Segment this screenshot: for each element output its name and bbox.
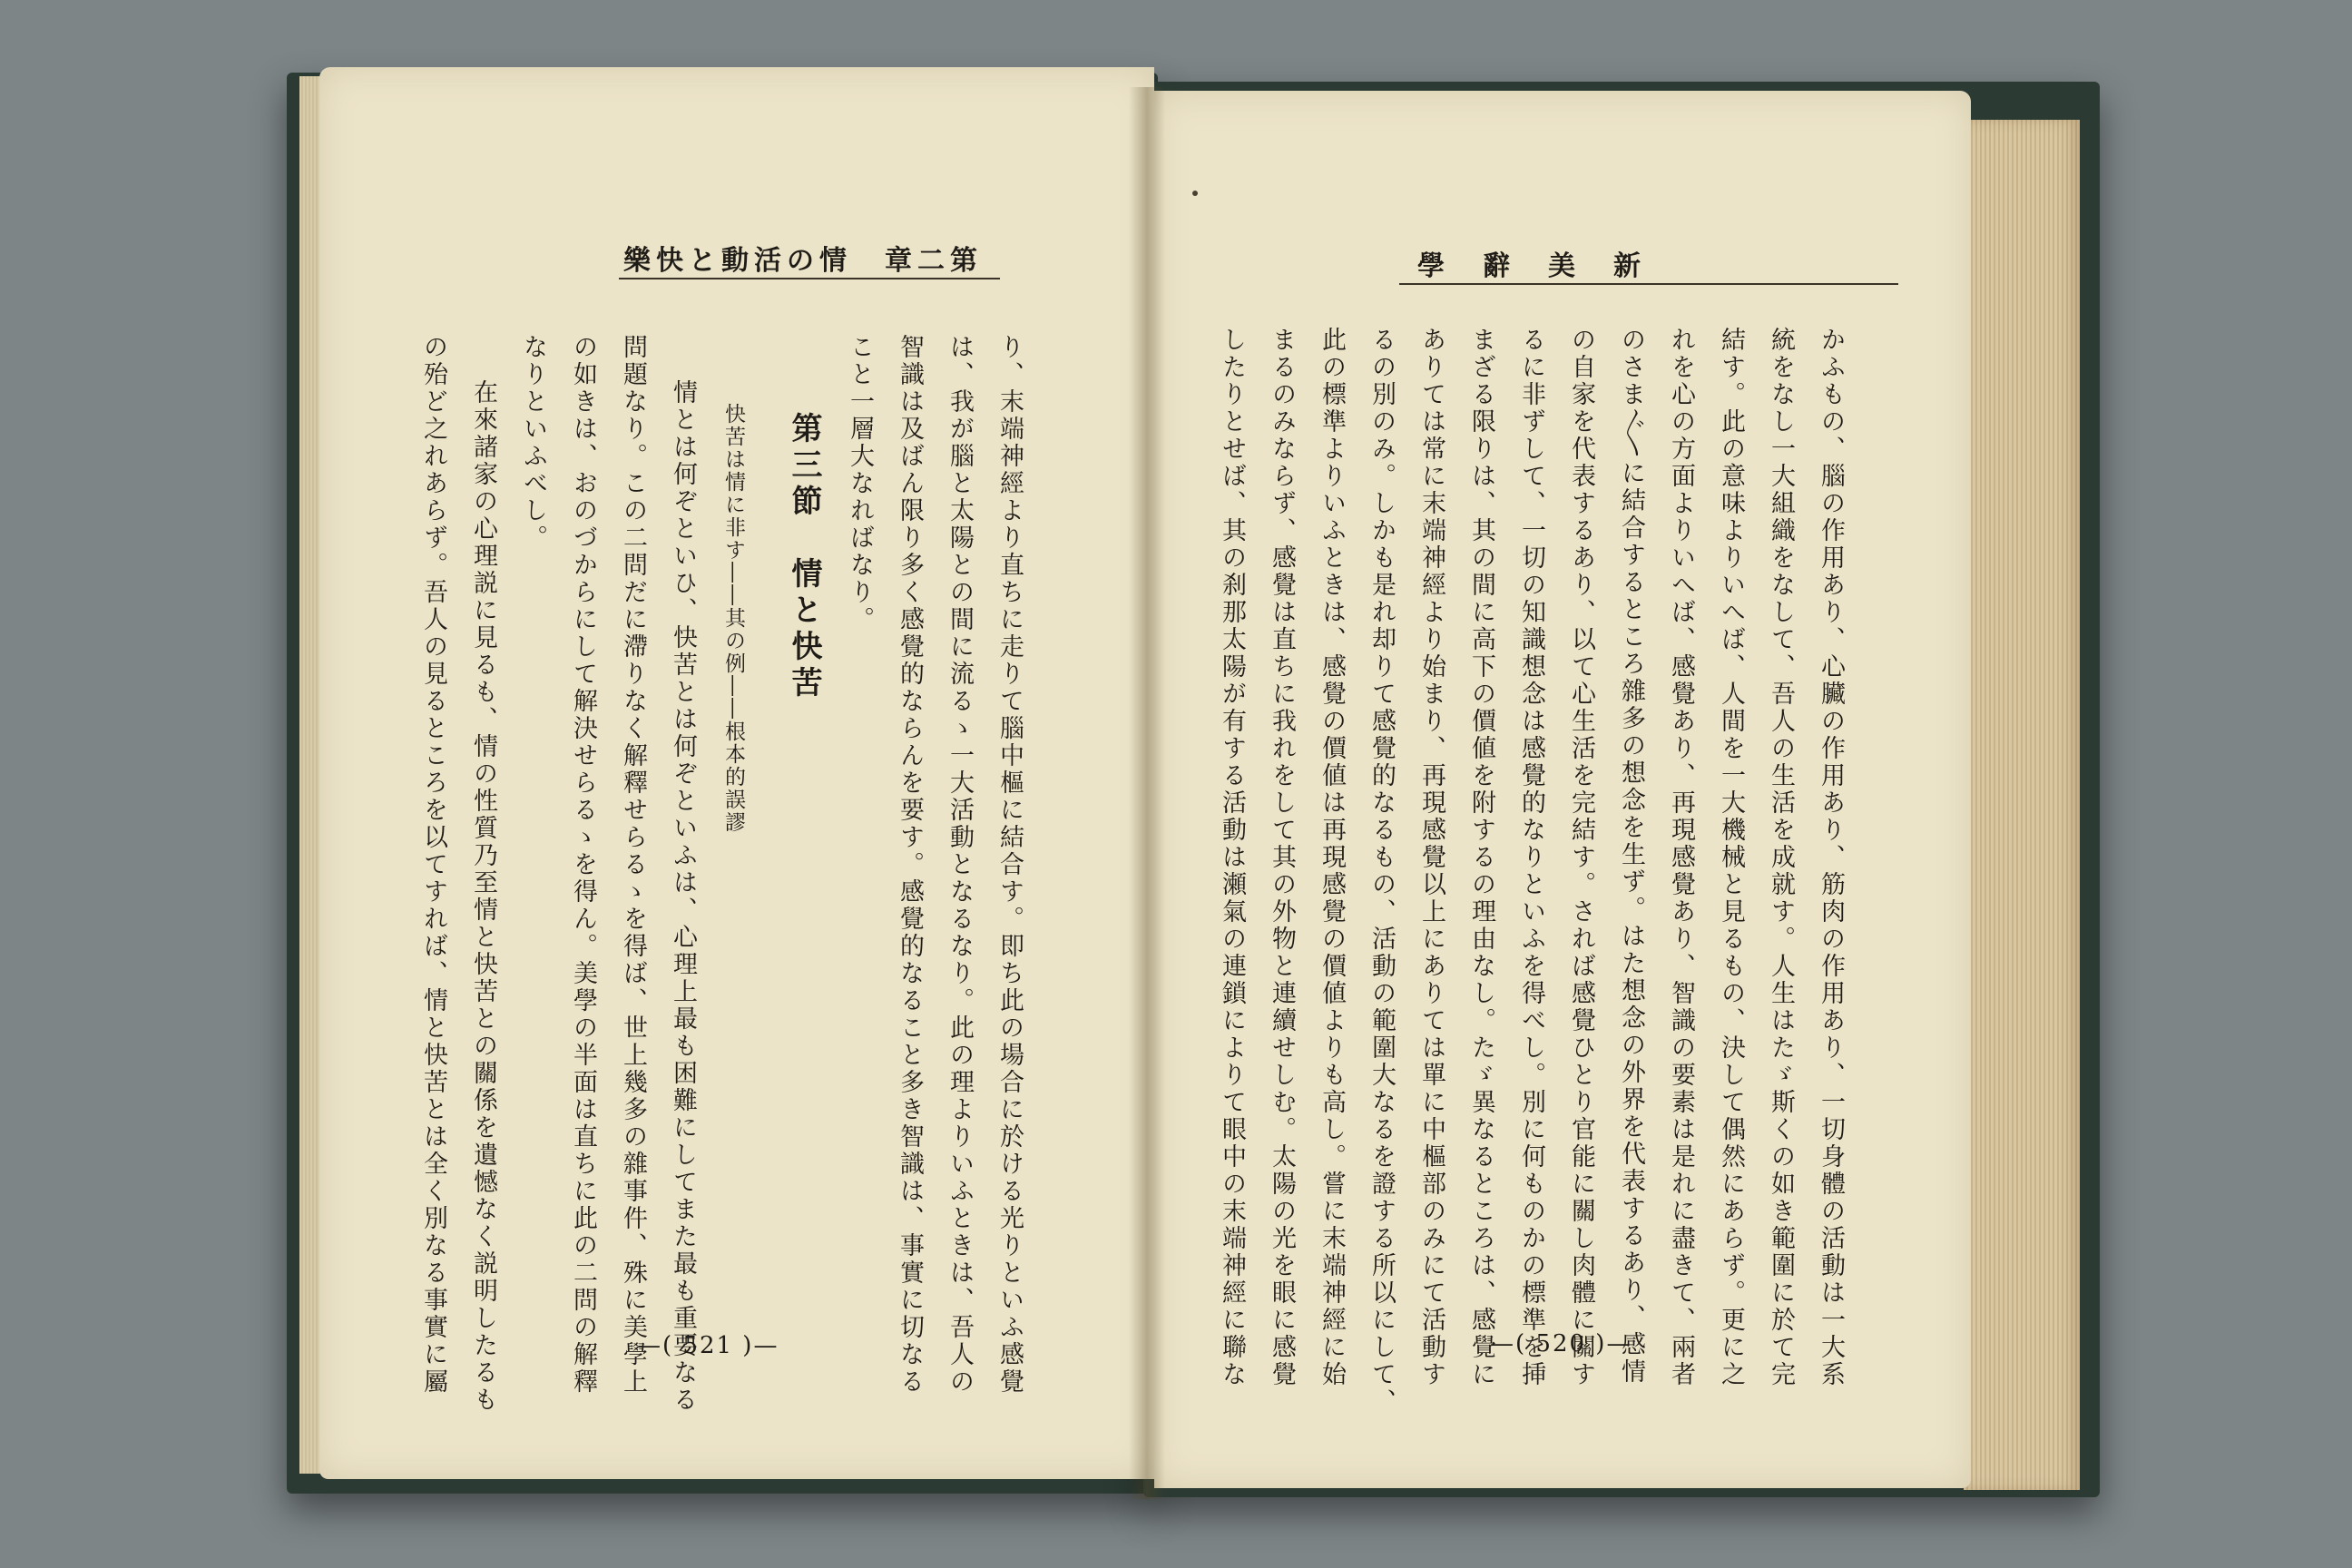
right-column-4: れを心の方面よりいへば、感覺あり、再現感覺あり、智識の要素は是れに盡きて、兩者 xyxy=(1667,327,1695,1388)
left-column-6: 問題なり。この二問だに滯りなく解釋せらるゝを得ば、世上幾多の雜事件、殊に美學上 xyxy=(619,334,647,1396)
right-column-12: まるのみならず、感覺は直ちに我れをして其の外物と連續せしむ。太陽の光を眼に感覺 xyxy=(1268,327,1296,1388)
left-column-5: 情とは何ぞといひ、快苦とは何ぞといふは、心理上最も困難にしてまた最も重要なる xyxy=(669,379,697,1414)
right-column-6: の自家を代表するあり、以て心生活を完結す。されば感覺ひとり官能に關し肉體に關す xyxy=(1567,327,1595,1388)
section-title: 第三節 情と快苦 xyxy=(786,412,822,702)
left-column-9: 在來諸家の心理説に見るも、情の性質乃至情と快苦との關係を遺憾なく説明したるも xyxy=(469,379,497,1414)
left-column-8: なりといふべし。 xyxy=(519,334,547,552)
right-column-9: ありては常に末端神經より始まり、再現感覺以上にありては單に中樞部のみにて活動す xyxy=(1417,327,1446,1388)
right-column-10: るの別のみ。しかも是れ却りて感覺的なるもの、活動の範圍大なるを證する所以にして、 xyxy=(1367,327,1396,1416)
right-column-7: るに非ずして、一切の知識想念は感覺的なりといふを得べし。別に何ものかの標準を挿 xyxy=(1517,327,1545,1388)
right-column-3: 結す。此の意味よりいへば、人間を一大機械と見るもの、決して偶然にあらず。更に之 xyxy=(1717,327,1745,1388)
left-page xyxy=(319,67,1154,1479)
right-running-head: 學 辭 美 新 xyxy=(1417,250,1646,282)
left-column-7: の如きは、おのづからにして解決せらるゝを得ん。美學の半面は直ちに此の二問の解釋 xyxy=(569,334,597,1396)
section-subtitle: 快苦は情に非す――其の例――根本的誤謬 xyxy=(721,403,745,834)
left-running-head: 樂快と動活の情 章二第 xyxy=(623,245,983,277)
right-column-5: のさま〴〵に結合するところ雜多の想念を生ず。はた想念の外界を代表するあり、感情 xyxy=(1617,327,1645,1386)
right-column-13: したりとせば、其の刹那太陽が有する活動は瀬氣の連鎖によりて眼中の末端神經に聯な xyxy=(1218,327,1246,1388)
left-header-rule xyxy=(619,278,1000,279)
left-column-10: の殆ど之れあらず。吾人の見るところを以てすれば、情と快苦とは全く別なる事實に屬 xyxy=(419,334,447,1396)
right-fore-edge xyxy=(1964,120,2080,1490)
left-page-number: —( 521 )— xyxy=(637,1332,779,1359)
right-header-rule xyxy=(1399,283,1898,285)
page-speck xyxy=(1192,191,1198,196)
right-column-8: まざる限りは、其の間に高下の價値を附するの理由なし。たゞ異なるところは、感覺に xyxy=(1467,327,1495,1388)
left-column-2: は、我が腦と太陽との間に流るゝ一大活動となるなり。此の理よりいふときは、吾人の xyxy=(946,334,974,1396)
right-column-11: 此の標準よりいふときは、感覺の價値は再現感覺の價値よりも高し。嘗に末端神經に始 xyxy=(1318,327,1346,1388)
left-column-3: 智識は及ばん限り多く感覺的ならんを要す。感覺的なること多き智識は、事實に切なる xyxy=(896,334,924,1396)
right-column-2: 統をなし一大組織をなして、吾人の生活を成就す。人生はたゞ斯くの如き範圍に於て完 xyxy=(1767,327,1795,1388)
book-gutter xyxy=(1129,87,1165,1499)
right-page-number: —( 520 )— xyxy=(1490,1330,1632,1357)
right-page xyxy=(1154,91,1971,1488)
right-column-1: かふもの、腦の作用あり、心臟の作用あり、筋肉の作用あり、一切身體の活動は一大系 xyxy=(1817,327,1845,1388)
left-column-4: こと一層大なればなり。 xyxy=(846,334,874,633)
left-column-1: り、末端神經より直ちに走りて腦中樞に結合す。即ち此の場合に於ける光りといふ感覺 xyxy=(995,334,1024,1396)
